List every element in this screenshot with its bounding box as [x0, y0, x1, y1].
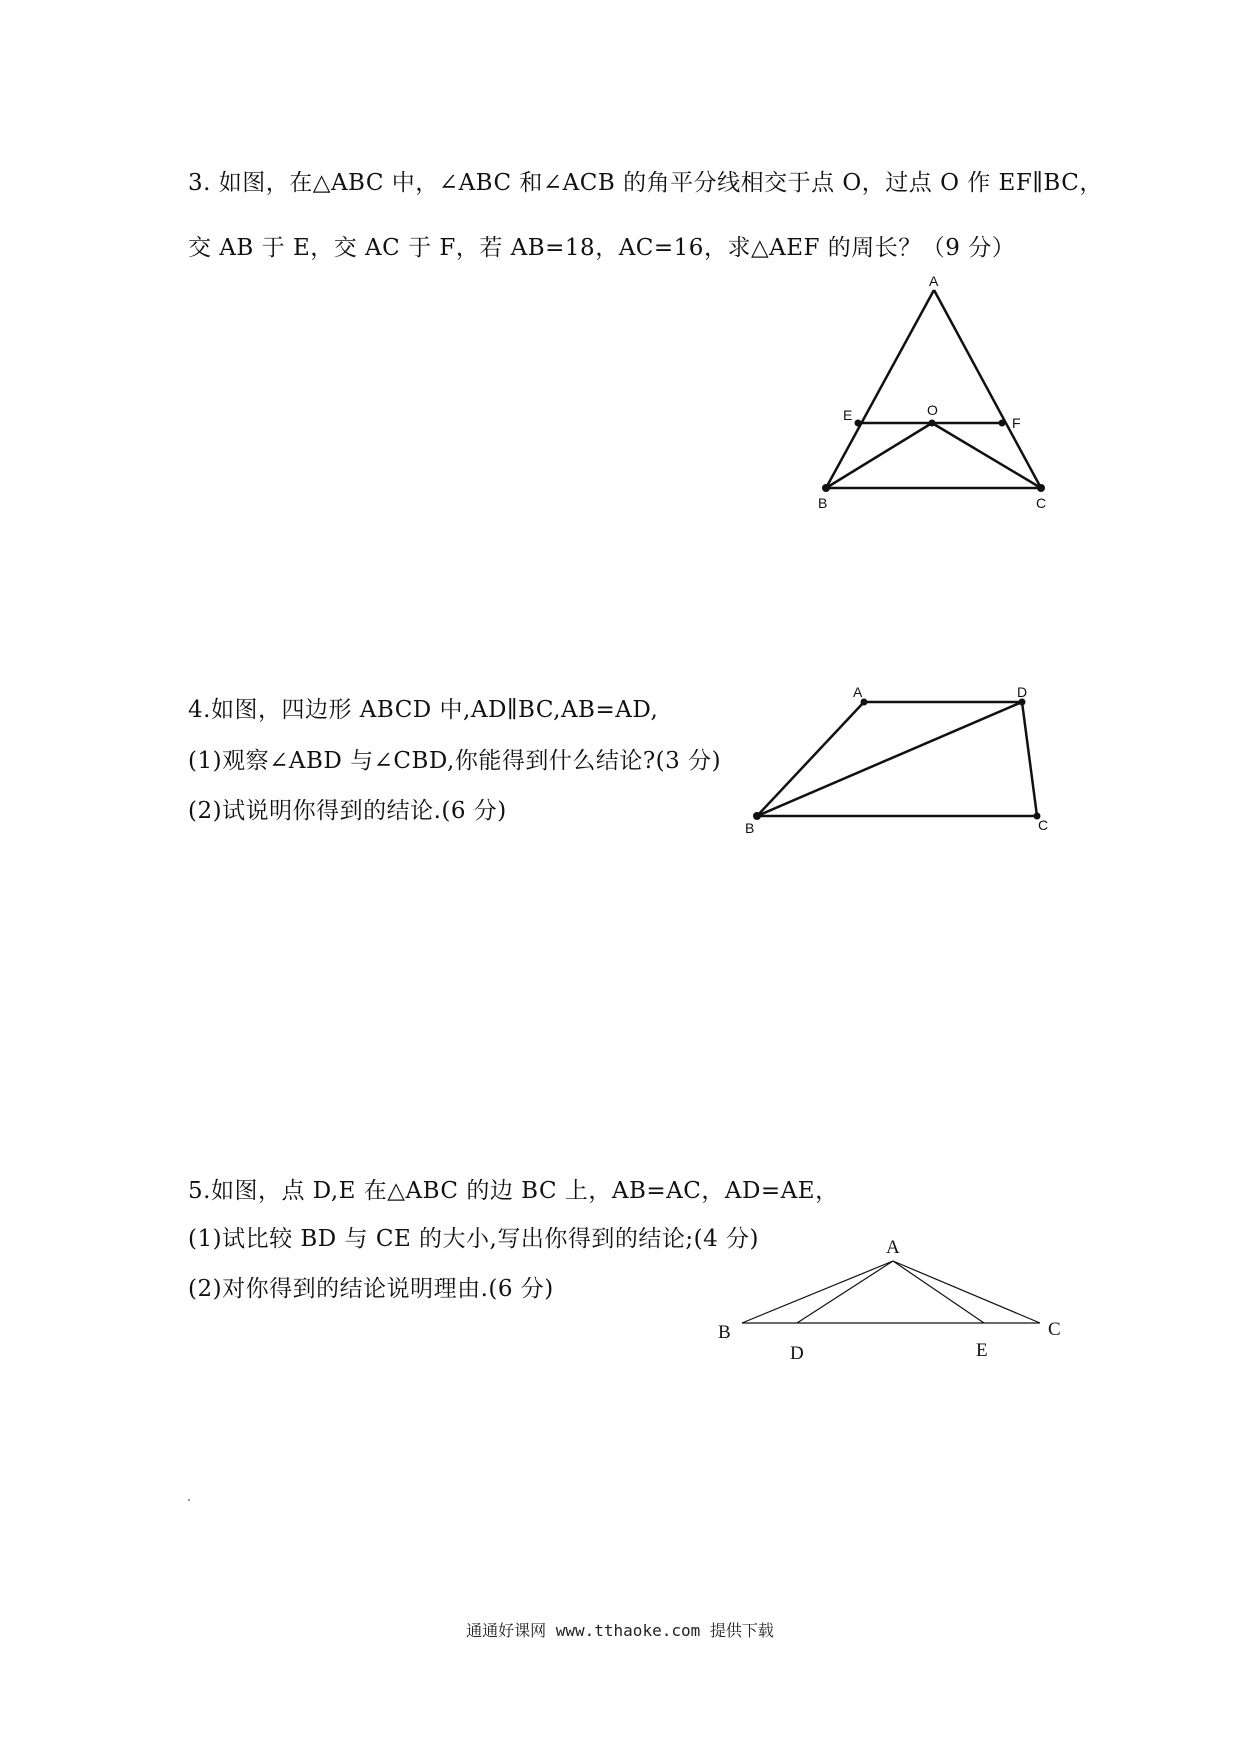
q3-figure-triangle — [800, 270, 1080, 520]
q3-label-f: F — [1012, 415, 1021, 431]
q5-label-d: D — [790, 1343, 804, 1364]
q3-segment-ac — [934, 290, 1041, 488]
q3-label-a: A — [929, 273, 939, 289]
q5-segment-ad — [797, 1261, 893, 1323]
q4-segment-bd — [757, 702, 1022, 816]
q5-label-a: A — [886, 1237, 900, 1258]
page-footer: 通通好课网 www.tthaoke.com 提供下载 — [466, 1621, 774, 1640]
q4-text-line1: 4.如图，四边形 ABCD 中,AD∥BC,AB=AD, — [188, 697, 659, 723]
q3-segment-ob — [826, 423, 932, 488]
q3-text-line1: 3. 如图，在△ABC 中，∠ABC 和∠ACB 的角平分线相交于点 O，过点 O 作 EF∥BC， — [188, 170, 1103, 196]
q4-segment-ab — [757, 702, 864, 816]
q4-text-line2: (1)观察∠ABD 与∠CBD,你能得到什么结论?(3 分) — [188, 748, 722, 774]
q3-segment-ab — [826, 290, 934, 488]
q5-label-e: E — [976, 1340, 988, 1361]
q4-figure-quadrilateral — [735, 680, 1065, 840]
q3-label-o: O — [927, 402, 938, 418]
q5-segment-ac — [893, 1261, 1040, 1323]
q3-label-c: C — [1036, 495, 1047, 511]
q4-text-line3: (2)试说明你得到的结论.(6 分) — [188, 798, 507, 824]
q5-text-line1: 5.如图，点 D,E 在△ABC 的边 BC 上，AB=AC，AD=AE， — [188, 1178, 839, 1204]
q4-label-d: D — [1017, 684, 1028, 700]
q4-label-b: B — [745, 820, 755, 836]
q3-label-e: E — [843, 407, 853, 423]
q5-figure-triangle — [710, 1230, 1090, 1370]
q5-text-line3: (2)对你得到的结论说明理由.(6 分) — [188, 1276, 554, 1302]
q3-text-line2: 交 AB 于 E，交 AC 于 F，若 AB=18，AC=16，求△AEF 的周长？（9 分） — [188, 235, 1016, 261]
q5-text-line2: (1)试比较 BD 与 CE 的大小,写出你得到的结论;(4 分) — [188, 1226, 760, 1252]
q4-segment-dc — [1022, 702, 1037, 816]
q4-label-c: C — [1038, 817, 1049, 833]
scan-speck — [188, 1499, 190, 1501]
q4-label-a: A — [853, 684, 863, 700]
q3-label-b: B — [818, 495, 828, 511]
q5-label-c: C — [1048, 1319, 1061, 1340]
q5-segment-ab — [742, 1261, 893, 1323]
q5-segment-ae — [893, 1261, 984, 1323]
q5-label-b: B — [718, 1322, 731, 1343]
